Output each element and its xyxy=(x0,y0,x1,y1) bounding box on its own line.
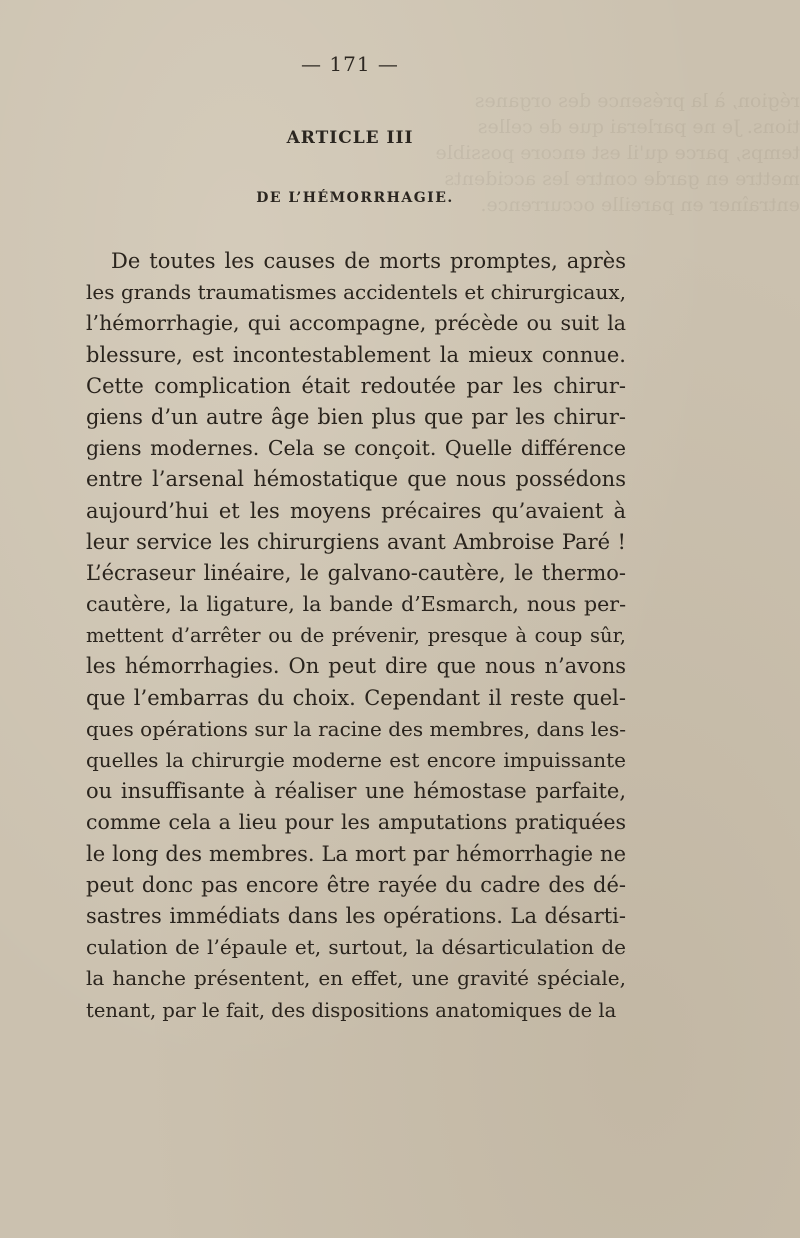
text-line: les grands traumatismes accidentels et chirurgicaux, xyxy=(86,280,626,305)
text-line: quelles la chirurgie moderne est encore impuissante xyxy=(86,748,626,772)
text-line: les hémorrhagies. On peut dire que nous n’avons xyxy=(86,654,626,679)
text-line: la hanche présentent, en effet, une gravité spéciale, xyxy=(86,966,626,991)
text-line: giens modernes. Cela se conçoit. Quelle différence xyxy=(86,436,626,461)
text-line: ou insuffisante à réaliser une hémostase parfaite, xyxy=(86,779,626,804)
article-heading: ARTICLE III xyxy=(286,128,414,148)
text-line: leur service les chirurgiens avant Ambroise Paré ! xyxy=(86,529,626,554)
text-line: aujourd’hui et les moyens précaires qu’avaient à xyxy=(86,498,626,523)
text-line: giens d’un autre âge bien plus que par les chirur- xyxy=(86,404,626,429)
text-line: sastres immédiats dans les opérations. La désarti- xyxy=(86,903,626,928)
text-line: ques opérations sur la racine des membres, dans les- xyxy=(86,716,626,741)
text-line: entre l’arsenal hémostatique que nous possédons xyxy=(86,467,626,492)
text-line: peut donc pas encore être rayée du cadre des dé- xyxy=(86,872,626,897)
body-paragraph xyxy=(86,246,626,1026)
text-line: De toutes les causes de morts promptes, après xyxy=(111,249,626,273)
section-heading: DE L’HÉMORRHAGIE. xyxy=(256,190,454,206)
text-line: L’écraseur linéaire, le galvano-cautère, le thermo- xyxy=(86,560,626,585)
text-line: blessure, est incontestablement la mieux connue. xyxy=(86,342,626,367)
text-line: Cette complication était redoutée par les chirur- xyxy=(86,373,626,398)
text-line: le long des membres. La mort par hémorrhagie ne xyxy=(86,841,626,866)
text-line: l’hémorrhagie, qui accompagne, précède ou suit la xyxy=(86,311,626,336)
show-through-text: région, à la présence des organes tions. Je ne parlerai que de celles temps, parce qu'il est encore possible mettre en garde contre les accidents entraîner en pareille occurrence. xyxy=(435,90,800,216)
text-line: culation de l’épaule et, surtout, la désarticulation de xyxy=(86,935,626,960)
text-line: mettent d’arrêter ou de prévenir, presque à coup sûr, xyxy=(86,624,626,648)
text-line: cautère, la ligature, la bande d’Esmarch, nous per- xyxy=(86,592,626,617)
text-line: tenant, par le fait, des dispositions anatomiques de la xyxy=(86,998,617,1022)
text-line: que l’embarras du choix. Cependant il reste quel- xyxy=(86,685,626,710)
page-number: — 171 — xyxy=(301,52,399,76)
text-line: comme cela a lieu pour les amputations pratiquées xyxy=(86,810,626,835)
